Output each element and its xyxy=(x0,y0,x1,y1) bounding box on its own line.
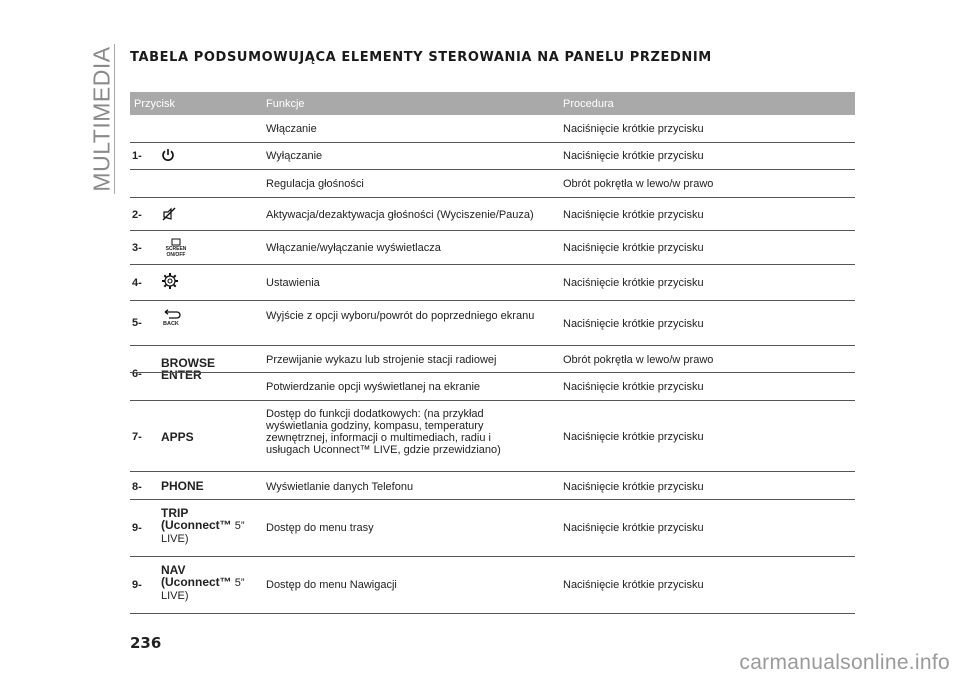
function-text: Ustawienia xyxy=(266,277,320,289)
function-text: Potwierdzanie opcji wyświetlanej na ekranie xyxy=(266,381,481,393)
row-number: 9- xyxy=(132,579,142,591)
table-row xyxy=(130,401,855,472)
function-text: Włączanie/wyłączanie wyświetlacza xyxy=(266,242,441,254)
row-number: 1- xyxy=(132,150,142,162)
header-button: Przycisk xyxy=(134,98,175,110)
nav-button-label: NAV (Uconnect™ 5” LIVE) xyxy=(161,563,245,602)
procedure-text: Naciśnięcie krótkie przycisku xyxy=(563,481,704,493)
procedure-text: Naciśnięcie krótkie przycisku xyxy=(563,522,704,534)
procedure-text: Naciśnięcie krótkie przycisku xyxy=(563,123,704,135)
page-title: TABELA PODSUMOWUJĄCA ELEMENTY STEROWANIA NA PANELU PRZEDNIM xyxy=(130,50,712,65)
procedure-text: Naciśnięcie krótkie przycisku xyxy=(563,150,704,162)
browse-enter-button-label: BROWSE ENTER xyxy=(161,356,215,382)
row-number: 4- xyxy=(132,277,142,289)
function-text: Włączanie xyxy=(266,123,317,135)
row-number: 2- xyxy=(132,209,142,221)
row-number: 7- xyxy=(132,431,142,443)
procedure-text: Naciśnięcie krótkie przycisku xyxy=(563,277,704,289)
watermark: carmanualsonline.info xyxy=(739,651,950,674)
controls-table xyxy=(130,92,855,614)
header-procedure: Procedura xyxy=(563,98,614,110)
function-text: Przewijanie wykazu lub strojenie stacji radiowej xyxy=(266,354,497,366)
function-text: Wyjście z opcji wyboru/powrót do poprzedniego ekranu xyxy=(266,310,535,322)
function-text: Wyświetlanie danych Telefonu xyxy=(266,481,414,493)
table-row xyxy=(130,265,855,301)
table-row xyxy=(130,301,855,346)
procedure-text: Obrót pokrętła w lewo/w prawo xyxy=(563,178,714,190)
row-sub xyxy=(130,372,855,400)
procedure-text: Naciśnięcie krótkie przycisku xyxy=(563,318,704,330)
function-text: Aktywacja/dezaktywacja głośności (Wyciszenie/Pauza) xyxy=(266,209,534,221)
function-text: Dostęp do funkcji dodatkowych: (na przykład wyświetlania godziny, kompasu, temperatury zewnętrznej, informacji o multimediach, radiu i usługach Uconnect™ LIVE, gdzie przewidziano) xyxy=(266,408,501,456)
procedure-text: Naciśnięcie krótkie przycisku xyxy=(563,209,704,221)
function-text: Regulacja głośności xyxy=(266,178,364,190)
apps-button-label: APPS xyxy=(161,430,194,444)
side-divider xyxy=(114,44,115,194)
function-text: Dostęp do menu trasy xyxy=(266,522,374,534)
row-sub xyxy=(130,346,855,372)
function-text: Dostęp do menu Nawigacji xyxy=(266,579,397,591)
table-row xyxy=(130,231,855,265)
procedure-text: Naciśnięcie krótkie przycisku xyxy=(563,431,704,443)
function-text: Wyłączanie xyxy=(266,150,323,162)
procedure-text: Obrót pokrętła w lewo/w prawo xyxy=(563,354,714,366)
settings-gear-icon xyxy=(161,272,179,293)
table-row xyxy=(130,472,855,500)
row-sub xyxy=(130,115,855,142)
row-number: 6- xyxy=(132,368,142,380)
screen-onoff-icon: SCREEN ON/OFF xyxy=(161,238,191,258)
row-number: 9- xyxy=(132,522,142,534)
phone-button-label: PHONE xyxy=(161,479,204,493)
table-row xyxy=(130,198,855,231)
row-number: 5- xyxy=(132,317,142,329)
row-number: 3- xyxy=(132,242,142,254)
row-number: 8- xyxy=(132,481,142,493)
trip-button-label: TRIP (Uconnect™ 5” LIVE) xyxy=(161,506,245,545)
table-row xyxy=(130,500,855,557)
table-row xyxy=(130,557,855,614)
table-row xyxy=(130,346,855,401)
row-sub xyxy=(130,169,855,198)
section-side-label: MULTIMEDIA xyxy=(88,46,115,192)
mute-icon xyxy=(161,206,177,225)
back-icon: BACK xyxy=(161,309,187,327)
row-sub xyxy=(130,142,855,169)
table-header xyxy=(130,92,855,115)
procedure-text: Naciśnięcie krótkie przycisku xyxy=(563,381,704,393)
page-number: 236 xyxy=(130,634,162,652)
procedure-text: Naciśnięcie krótkie przycisku xyxy=(563,579,704,591)
table-row xyxy=(130,115,855,198)
header-function: Funkcje xyxy=(266,98,305,110)
procedure-text: Naciśnięcie krótkie przycisku xyxy=(563,242,704,254)
